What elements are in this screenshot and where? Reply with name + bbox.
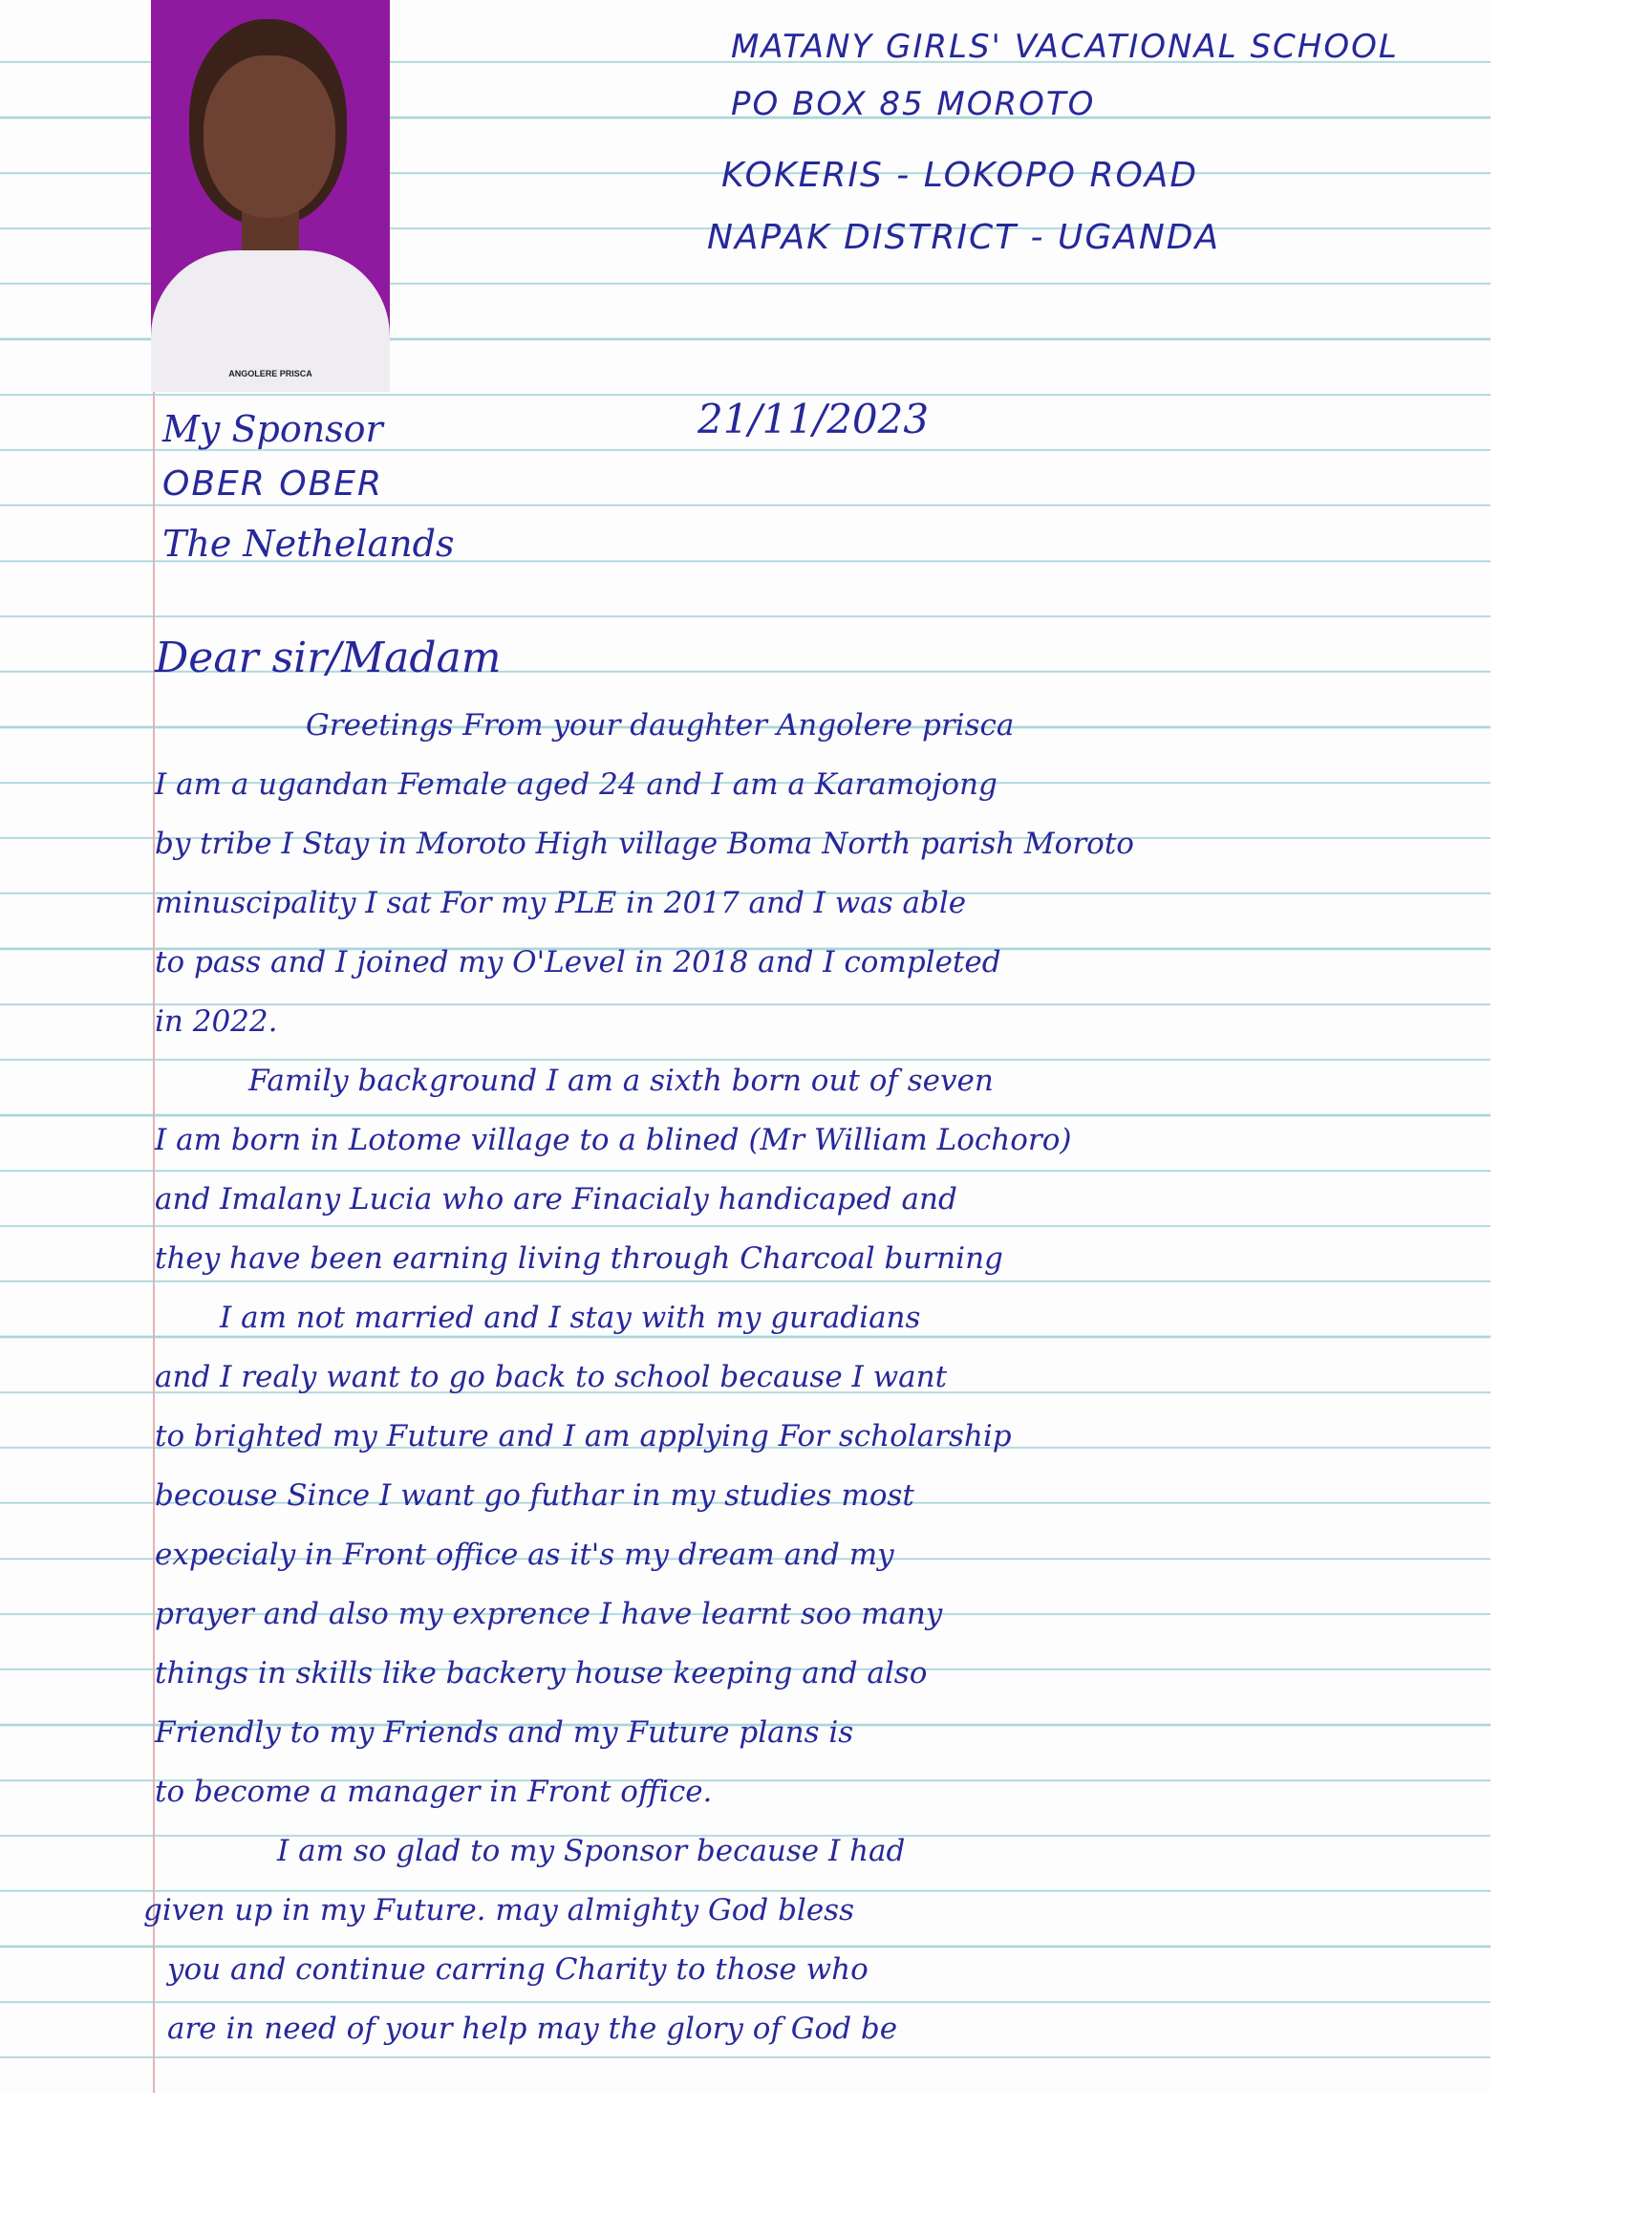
body-line-8: I am born in Lotome village to a blined (Mr William Lochoro)	[155, 1123, 1072, 1157]
body-line-20: I am so glad to my Sponsor because I had	[277, 1834, 906, 1868]
address-line-2: PO BOX 85 MOROTO	[731, 85, 1096, 123]
body-line-18: Friendly to my Friends and my Future plans is	[155, 1715, 854, 1750]
address-line-4: NAPAK DISTRICT - UGANDA	[707, 218, 1221, 257]
address-line-3: KOKERIS - LOKOPO ROAD	[721, 156, 1199, 195]
body-line-3: by tribe I Stay in Moroto High village Boma North parish Moroto	[155, 827, 1134, 861]
body-line-4: minuscipality I sat For my PLE in 2017 and I was able	[155, 886, 967, 920]
body-line-22: you and continue carring Charity to those who	[167, 1952, 869, 1987]
address-line-1: MATANY GIRLS' VACATIONAL SCHOOL	[731, 28, 1399, 66]
body-line-9: and Imalany Lucia who are Finacialy handicaped and	[155, 1182, 957, 1217]
body-line-11: I am not married and I stay with my guradians	[220, 1301, 921, 1335]
body-line-21: given up in my Future. may almighty God bless	[143, 1893, 854, 1927]
photo-caption: ANGOLERE PRISCA	[228, 369, 312, 378]
body-line-19: to become a manager in Front office.	[155, 1775, 713, 1809]
body-line-10: they have been earning living through Charcoal burning	[155, 1241, 1003, 1276]
body-line-16: prayer and also my exprence I have learnt soo many	[155, 1597, 943, 1631]
body-line-15: expecialy in Front office as it's my dream and my	[155, 1538, 894, 1572]
body-line-13: to brighted my Future and I am applying For scholarship	[155, 1419, 1012, 1454]
body-line-14: becouse Since I want go futhar in my studies most	[155, 1478, 914, 1513]
letter-date: 21/11/2023	[697, 396, 930, 442]
body-line-17: things in skills like backery house keeping and also	[155, 1656, 928, 1690]
body-line-5: to pass and I joined my O'Level in 2018 and I completed	[155, 945, 1001, 980]
face-shape	[204, 55, 335, 218]
body-line-7: Family background I am a sixth born out of seven	[248, 1064, 994, 1098]
body-line-1: Greetings From your daughter Angolere prisca	[306, 708, 1015, 743]
body-line-2: I am a ugandan Female aged 24 and I am a Karamojong	[155, 767, 998, 802]
recipient-line-2: OBER OBER	[162, 464, 384, 504]
recipient-line-1: My Sponsor	[162, 408, 383, 450]
body-line-12: and I realy want to go back to school because I want	[155, 1360, 948, 1394]
body-line-23: are in need of your help may the glory of God be	[167, 2012, 898, 2046]
salutation: Dear sir/Madam	[155, 634, 502, 682]
body-line-6: in 2022.	[155, 1004, 278, 1039]
student-photo	[151, 0, 390, 392]
recipient-line-3: The Nethelands	[162, 523, 455, 565]
